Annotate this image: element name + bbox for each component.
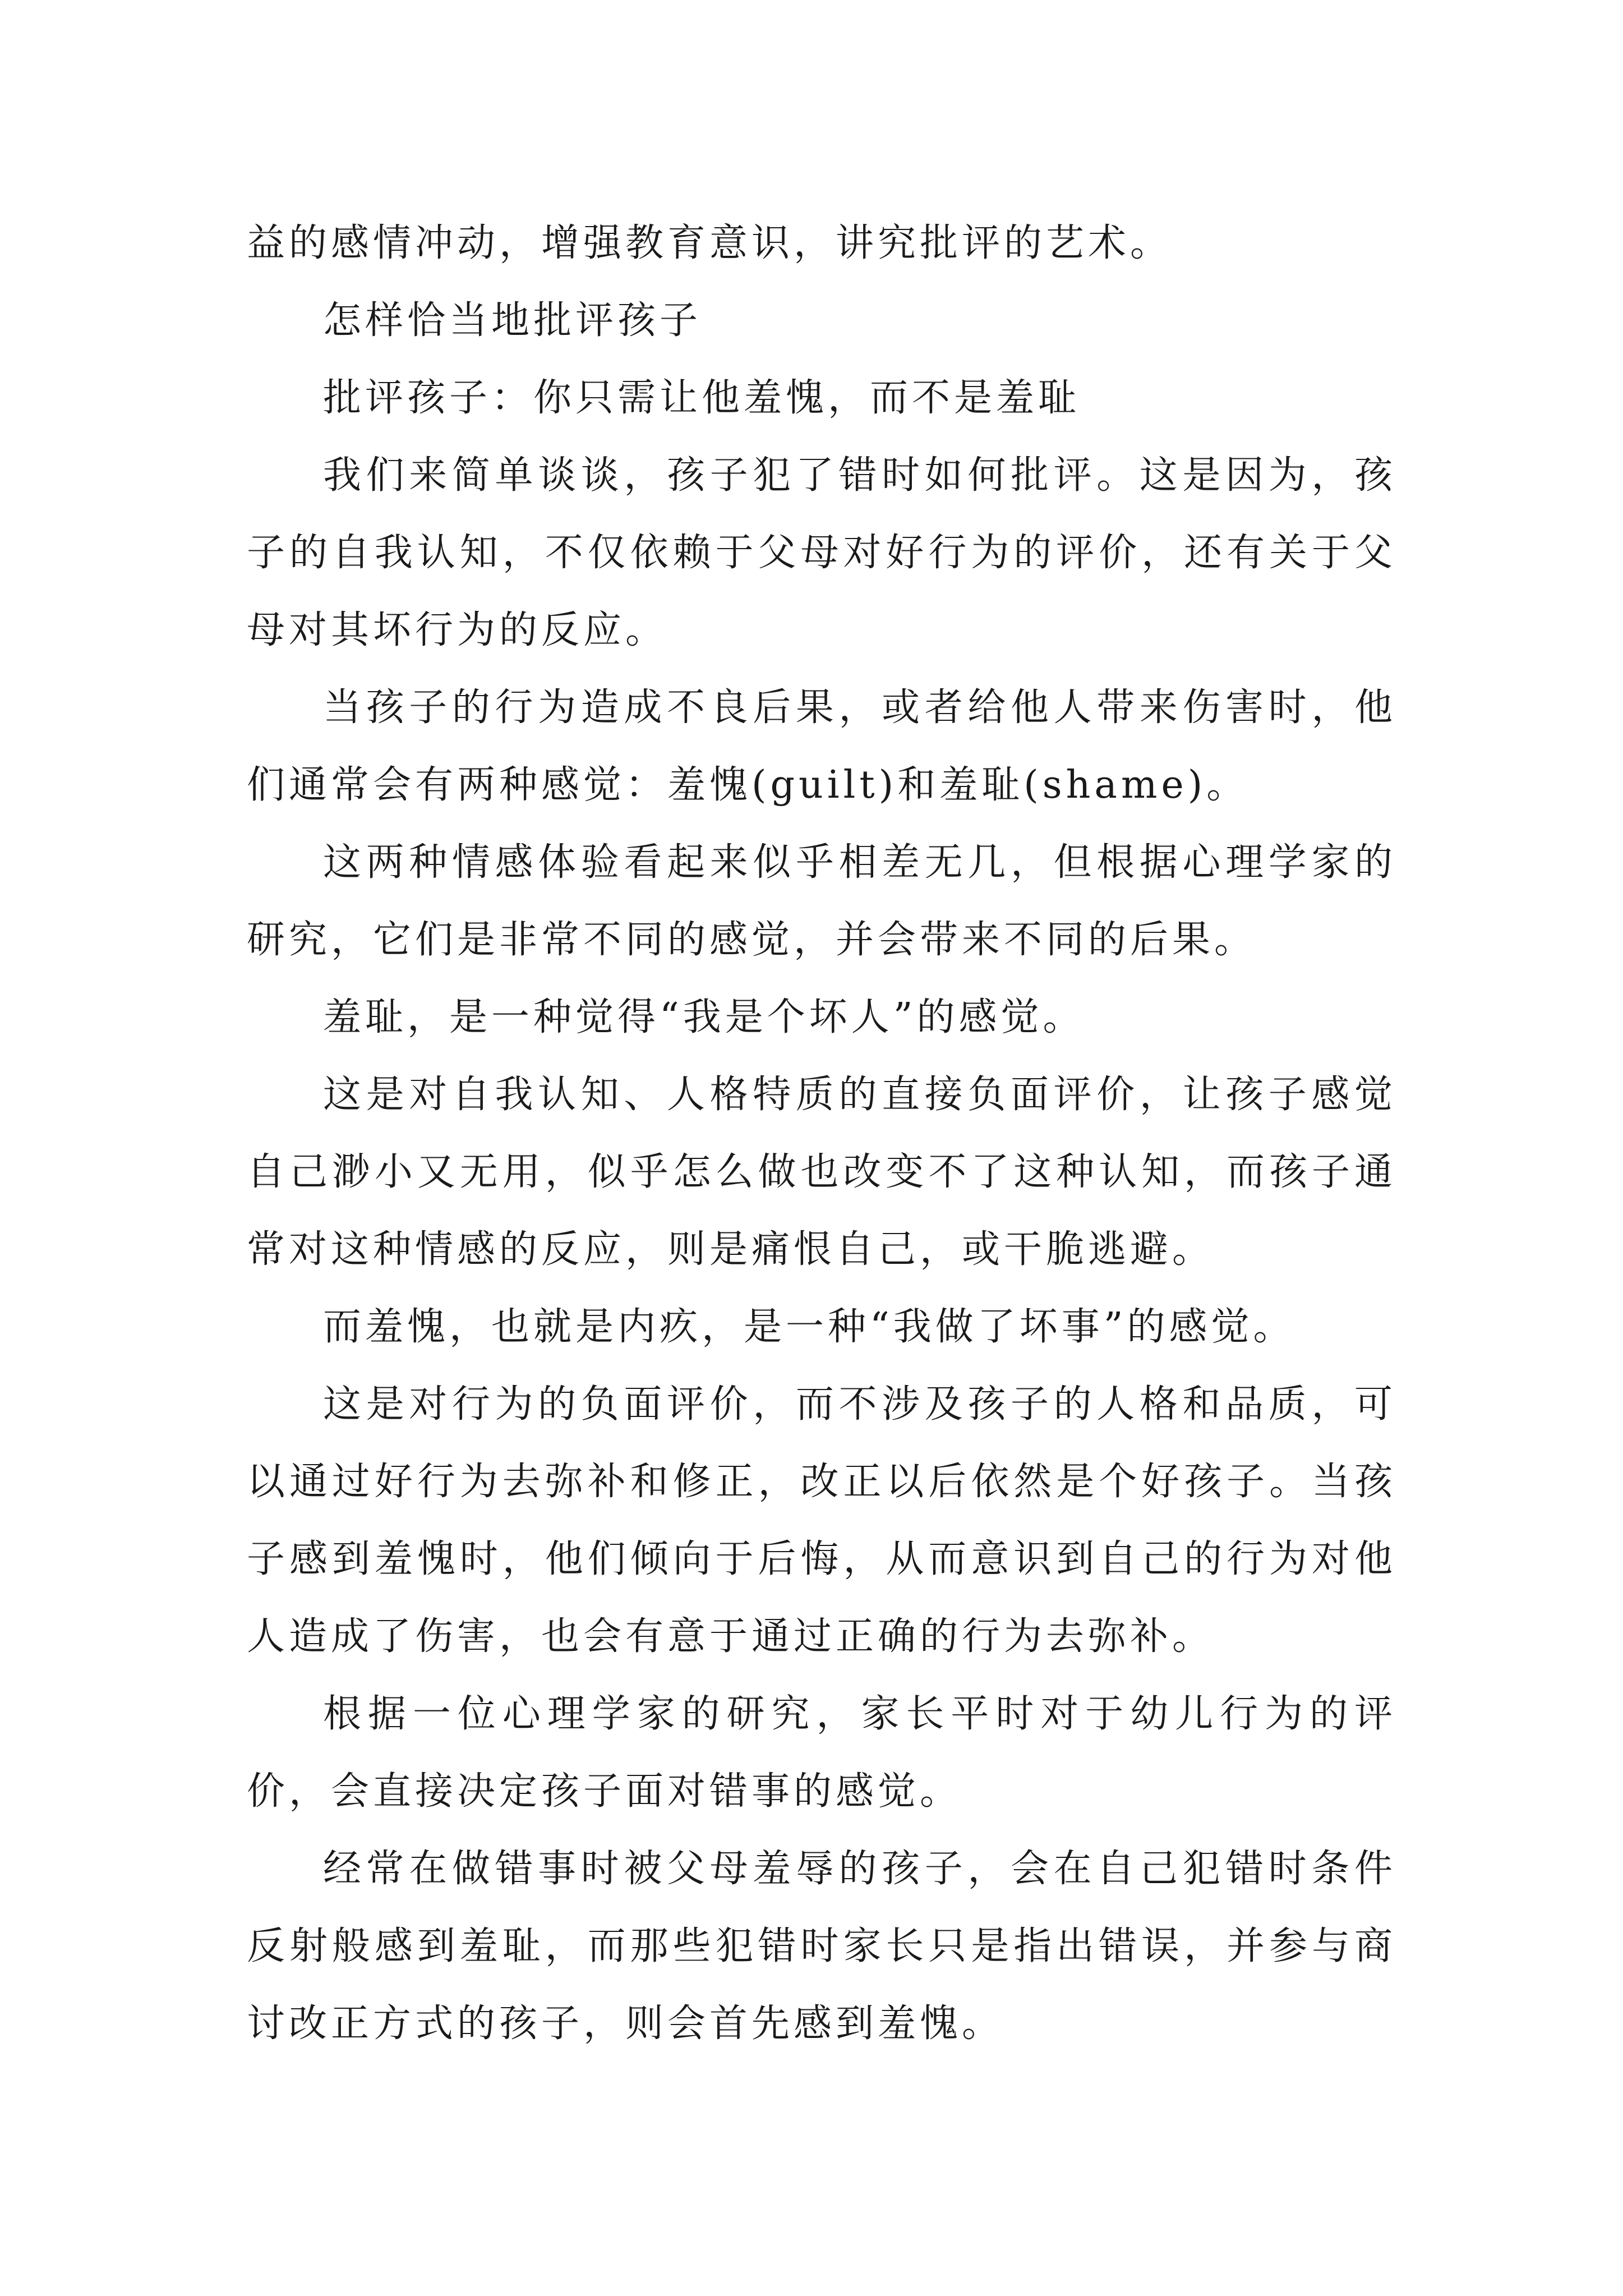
paragraph: 当孩子的行为造成不良后果，或者给他人带来伤害时，他们通常会有两种感觉：羞愧(guilt)和羞耻(shame)。 [247, 685, 1396, 807]
paragraph: 怎样恰当地批评孩子 [323, 298, 702, 343]
paragraph: 批评孩子：你只需让他羞愧，而不是羞耻 [323, 376, 1081, 420]
paragraph: 这是对自我认知、人格特质的直接负面评价，让孩子感觉自己渺小又无用，似乎怎么做也改变不了这种认知，而孩子通常对这种情感的反应，则是痛恨自己，或干脆逃避。 [247, 1073, 1396, 1272]
paragraph: 经常在做错事时被父母羞辱的孩子，会在自己犯错时条件反射般感到羞耻，而那些犯错时家长只是指出错误，并参与商讨改正方式的孩子，则会首先感到羞愧。 [247, 1847, 1396, 2046]
paragraph: 而羞愧，也就是内疚，是一种“我做了坏事”的感觉。 [323, 1305, 1295, 1349]
paragraph: 我们来简单谈谈，孩子犯了错时如何批评。这是因为，孩子的自我认知，不仅依赖于父母对好行为的评价，还有关于父母对其坏行为的反应。 [247, 453, 1396, 652]
paragraph: 益的感情冲动，增强教育意识，讲究批评的艺术。 [247, 221, 1173, 265]
paragraph: 根据一位心理学家的研究，家长平时对于幼儿行为的评价，会直接决定孩子面对错事的感觉。 [247, 1692, 1396, 1814]
paragraph: 这两种情感体验看起来似乎相差无几，但根据心理学家的研究，它们是非常不同的感觉，并会带来不同的后果。 [247, 840, 1396, 962]
paragraph: 这是对行为的负面评价，而不涉及孩子的人格和品质，可以通过好行为去弥补和修正，改正以后依然是个好孩子。当孩子感到羞愧时，他们倾向于后悔，从而意识到自己的行为对他人造成了伤害，也会有意于通过正确的行为去弥补。 [247, 1382, 1396, 1659]
document-body [247, 205, 1396, 2063]
paragraph: 羞耻，是一种觉得“我是个坏人”的感觉。 [323, 995, 1085, 1039]
